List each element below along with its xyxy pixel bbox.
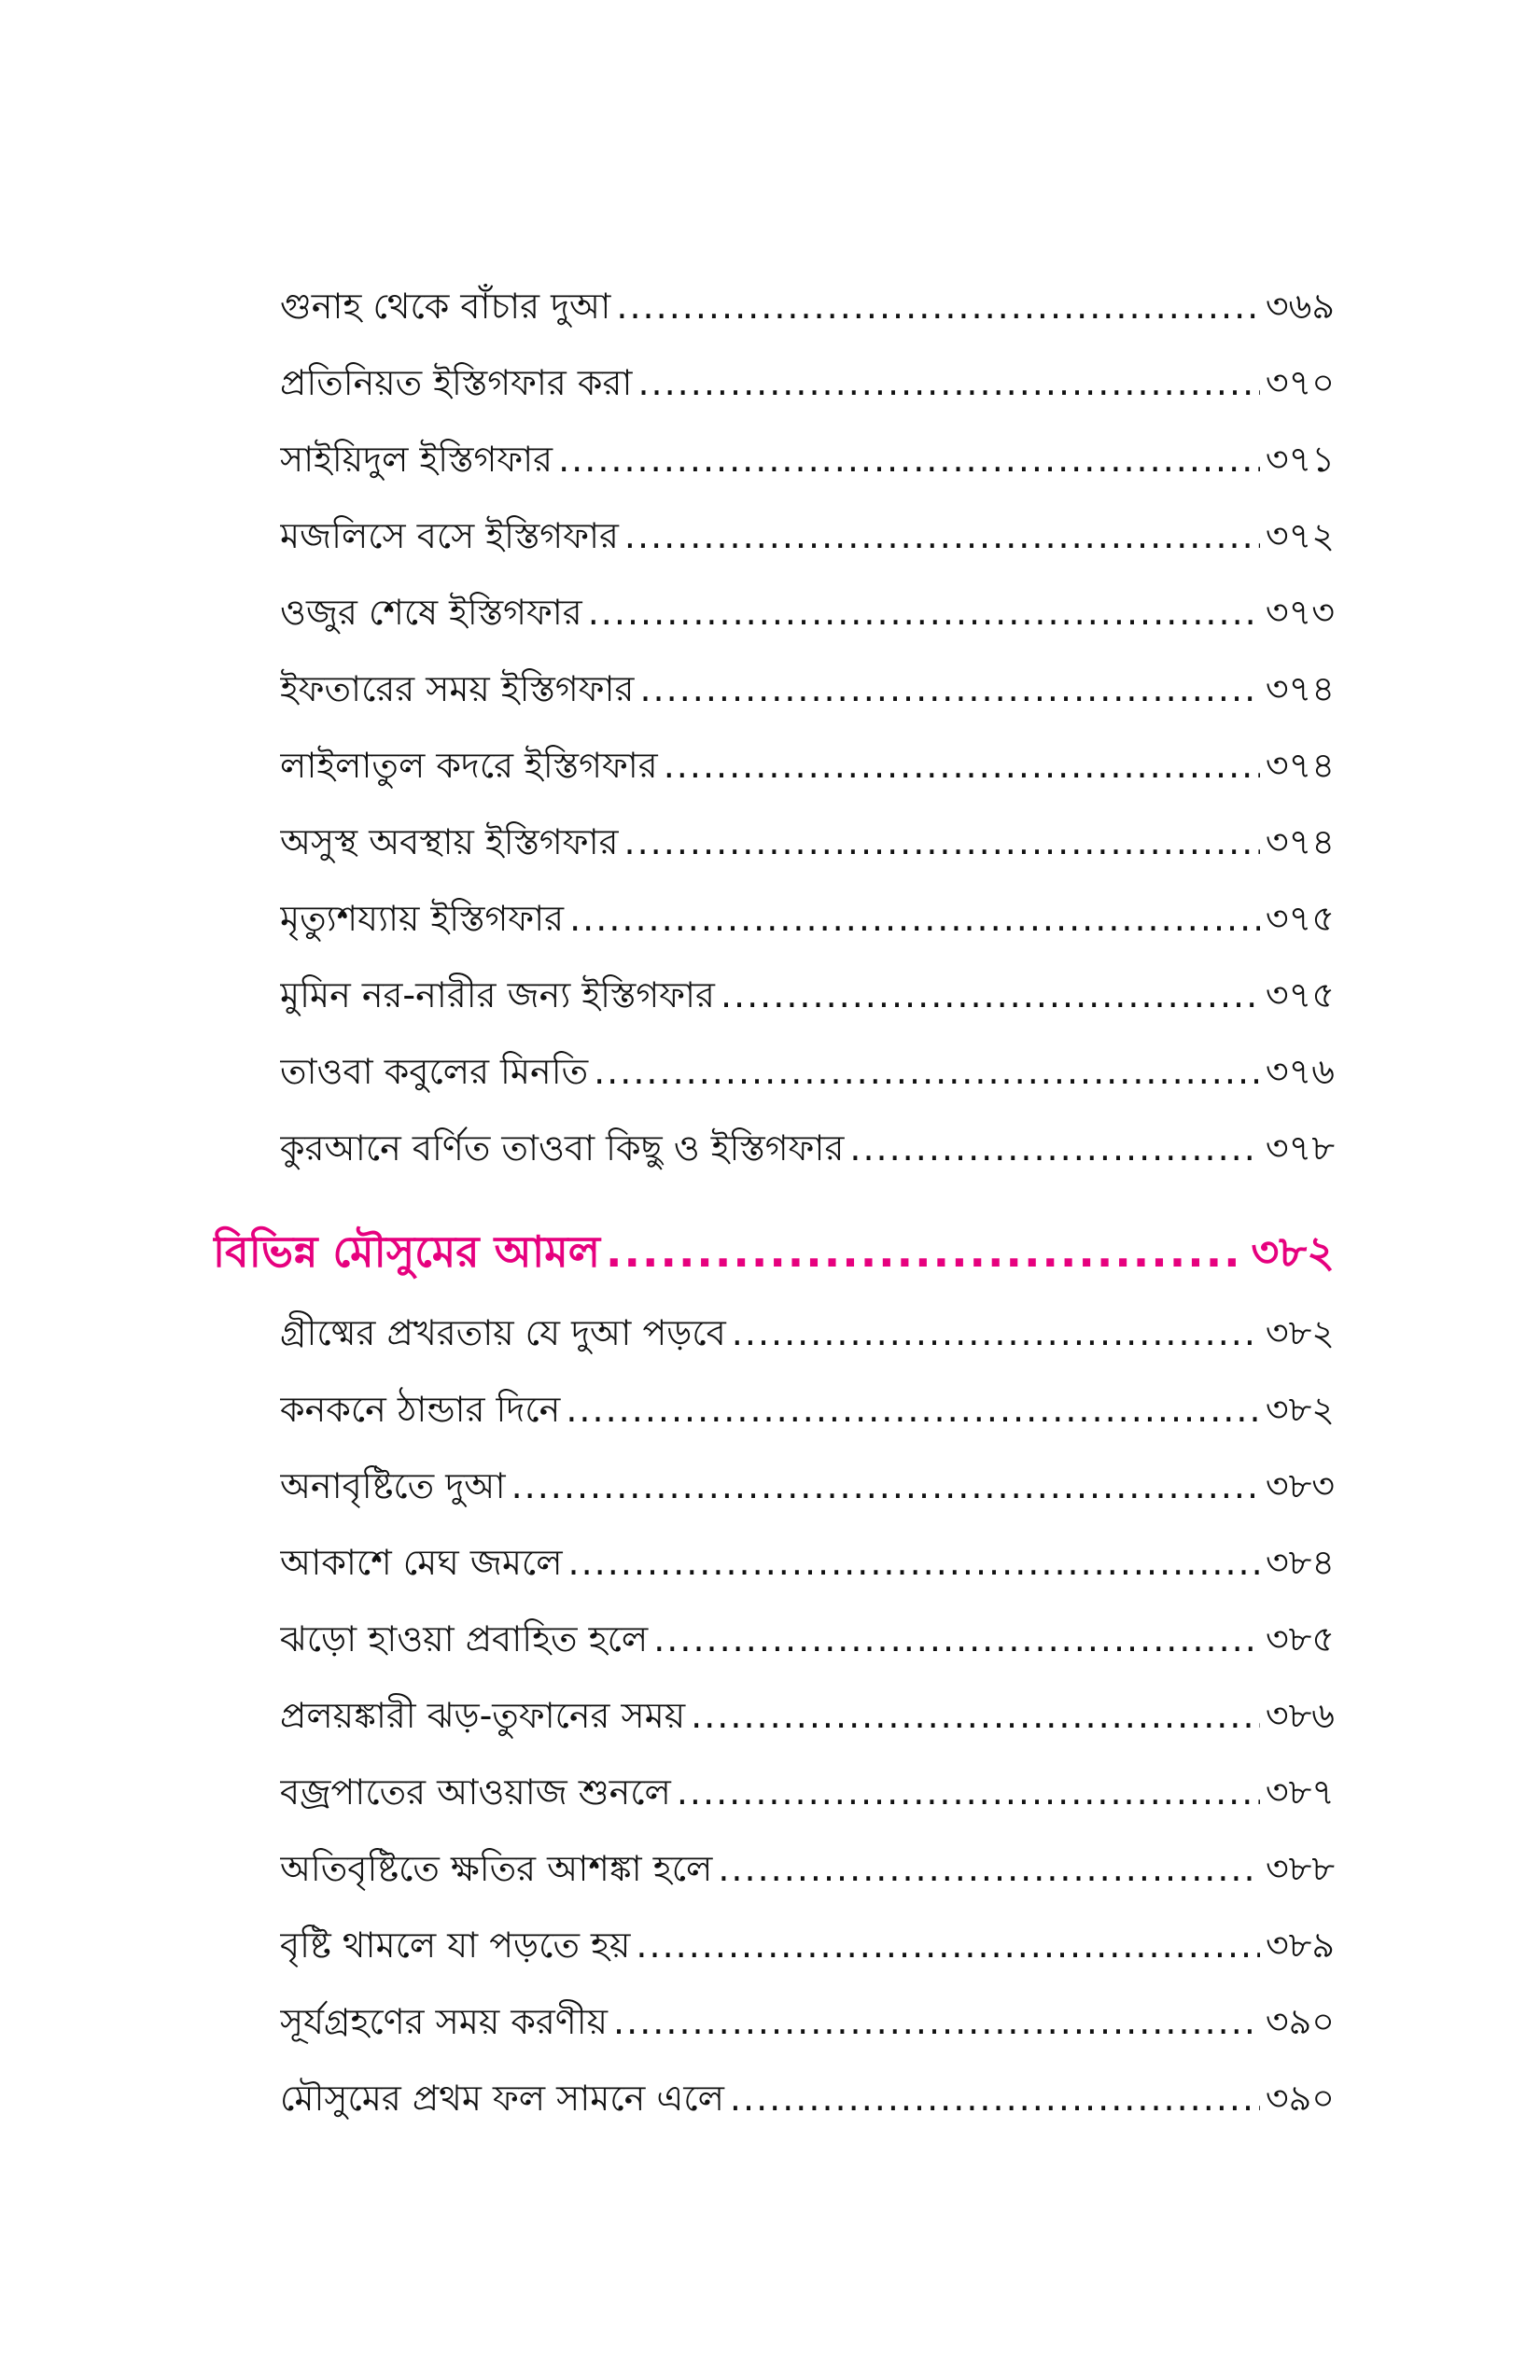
dot-leader [718, 1841, 1260, 1897]
dot-leader [616, 278, 1260, 334]
toc-entry [280, 1458, 1335, 1514]
toc-entry-page: ৩৭৮ [1265, 1127, 1335, 1169]
toc-entry [280, 890, 1335, 946]
dot-leader [511, 1458, 1260, 1514]
toc-entry [280, 2070, 1335, 2126]
toc-entry-title: বজ্রপাতের আওয়াজ শুনলে [280, 1771, 671, 1813]
toc-entry-title: মুমিন নর-নারীর জন্য ইস্তিগফার [280, 974, 715, 1015]
toc-entry [280, 1994, 1335, 2050]
toc-entry-title: প্রতিনিয়ত ইস্তিগফার করা [280, 362, 633, 403]
toc-entry-title: গ্রীষ্মের প্রখরতায় যে দুআ পড়বে [280, 1312, 726, 1353]
toc-entry-page: ৩৯০ [1265, 2078, 1335, 2119]
toc-entry [280, 508, 1335, 564]
toc-entry-page: ৩৮৩ [1265, 1465, 1335, 1506]
toc-entry [280, 661, 1335, 717]
dot-leader [691, 1687, 1260, 1743]
dot-leader [558, 431, 1260, 487]
toc-entry-page: ৩৬৯ [1265, 286, 1335, 327]
dot-leader [721, 967, 1260, 1023]
dot-leader [568, 1534, 1260, 1590]
toc-entry-page: ৩৯০ [1265, 2001, 1335, 2042]
toc-entry [280, 1841, 1335, 1897]
dot-leader [588, 584, 1260, 640]
toc-entry [280, 355, 1335, 411]
toc-entry [280, 1687, 1335, 1743]
dot-leader [732, 1305, 1260, 1361]
toc-entry-page: ৩৭০ [1265, 362, 1335, 403]
toc-entry-title: ঝড়ো হাওয়া প্রবাহিত হলে [280, 1618, 649, 1659]
toc-entry-title: অসুস্থ অবস্থায় ইস্তিগফার [280, 821, 619, 862]
toc-entry [280, 737, 1335, 793]
toc-entry-page: ৩৭৫ [1265, 974, 1335, 1015]
toc-entry-title: সূর্যগ্রহণের সময় করণীয় [280, 2001, 609, 2042]
toc-entry-title: কুরআনে বর্ণিত তাওবা কিছু ও ইস্তিগফার [280, 1127, 845, 1169]
dot-leader [664, 737, 1260, 793]
toc-entry-page: ৩৭৫ [1265, 898, 1335, 939]
section-page: ৩৮২ [1251, 1226, 1335, 1277]
dot-leader [637, 355, 1259, 411]
dot-leader [677, 1764, 1260, 1820]
toc-entry-page: ৩৮৫ [1265, 1618, 1335, 1659]
toc-entry-page: ৩৭৪ [1265, 668, 1335, 709]
toc-entry-page: ৩৮৮ [1265, 1848, 1335, 1889]
toc-entry [280, 1381, 1335, 1437]
section-title: বিভিন্ন মৌসুমের আমল [213, 1226, 601, 1277]
toc-entry-title: ওজুর শেষে ইস্তিগফার [280, 592, 582, 633]
dot-leader [653, 1611, 1260, 1667]
toc-entry [280, 967, 1335, 1023]
dot-leader [730, 2070, 1260, 2126]
toc-entry-title: মৃত্যুশয্যায় ইস্তিগফার [280, 898, 565, 939]
toc-entry-page: ৩৭৪ [1265, 745, 1335, 786]
toc-entry-page: ৩৮৬ [1265, 1695, 1335, 1736]
toc-entry-title: ইফতারের সময় ইস্তিগফার [280, 668, 635, 709]
toc-entry [280, 431, 1335, 487]
toc-entry-page: ৩৭৬ [1265, 1051, 1335, 1092]
toc-entry [280, 1764, 1335, 1820]
toc-entry [280, 584, 1335, 640]
toc-entry-page: ৩৭৩ [1265, 592, 1335, 633]
toc-entry [280, 1917, 1335, 1973]
dot-leader [849, 1120, 1260, 1176]
toc-entry-page: ৩৮২ [1265, 1389, 1335, 1430]
dot-leader [566, 1381, 1260, 1437]
dot-leader [594, 1043, 1260, 1099]
toc-entry-page: ৩৭৪ [1265, 821, 1335, 862]
toc-entry-title: আকাশে মেঘ জমলে [280, 1542, 563, 1583]
toc-entry-page: ৩৮৭ [1265, 1771, 1335, 1813]
toc-entry-title: বৃষ্টি থামলে যা পড়তে হয় [280, 1925, 631, 1966]
toc-entry-page: ৩৮২ [1265, 1312, 1335, 1353]
toc-entry-title: প্রলয়ঙ্কারী ঝড়-তুফানের সময় [280, 1695, 686, 1736]
dot-leader [606, 1219, 1245, 1284]
toc-entry [280, 278, 1335, 334]
toc-entry [280, 1534, 1335, 1590]
toc-entry-title: অনাবৃষ্টিতে দুআ [280, 1465, 506, 1506]
toc-entry-title: অতিবৃষ্টিতে ক্ষতির আশঙ্কা হলে [280, 1848, 713, 1889]
toc-entry [280, 1611, 1335, 1667]
dot-leader [624, 814, 1260, 870]
toc-section-heading [213, 1219, 1335, 1284]
dot-leader [639, 661, 1259, 717]
toc-entry [280, 1043, 1335, 1099]
toc-entry [280, 1305, 1335, 1361]
toc-entry-title: মৌসুমের প্রথম ফল সামনে এলে [280, 2078, 724, 2119]
toc-entry-title: মজলিসে বসে ইস্তিগফার [280, 515, 619, 556]
toc-entry-page: ৩৮৪ [1265, 1542, 1335, 1583]
toc-entry [280, 814, 1335, 870]
dot-leader [613, 1994, 1260, 2050]
toc-entry-title: সাইয়িদুল ইস্তিগফার [280, 439, 553, 480]
toc-entry-title: লাইলাতুল কদরে ইস্তিগফার [280, 745, 658, 786]
dot-leader [624, 508, 1260, 564]
toc-entry [280, 1120, 1335, 1176]
toc-entry-title: কনকনে ঠান্ডার দিনে [280, 1389, 561, 1430]
toc-entry-page: ৩৮৯ [1265, 1925, 1335, 1966]
dot-leader [636, 1917, 1260, 1973]
toc-entry-page: ৩৭২ [1265, 515, 1335, 556]
toc-entry-page: ৩৭১ [1265, 439, 1335, 480]
toc-entry-title: তাওবা কবুলের মিনতি [280, 1051, 589, 1092]
dot-leader [569, 890, 1260, 946]
toc-entry-title: গুনাহ থেকে বাঁচার দুআ [280, 286, 611, 327]
